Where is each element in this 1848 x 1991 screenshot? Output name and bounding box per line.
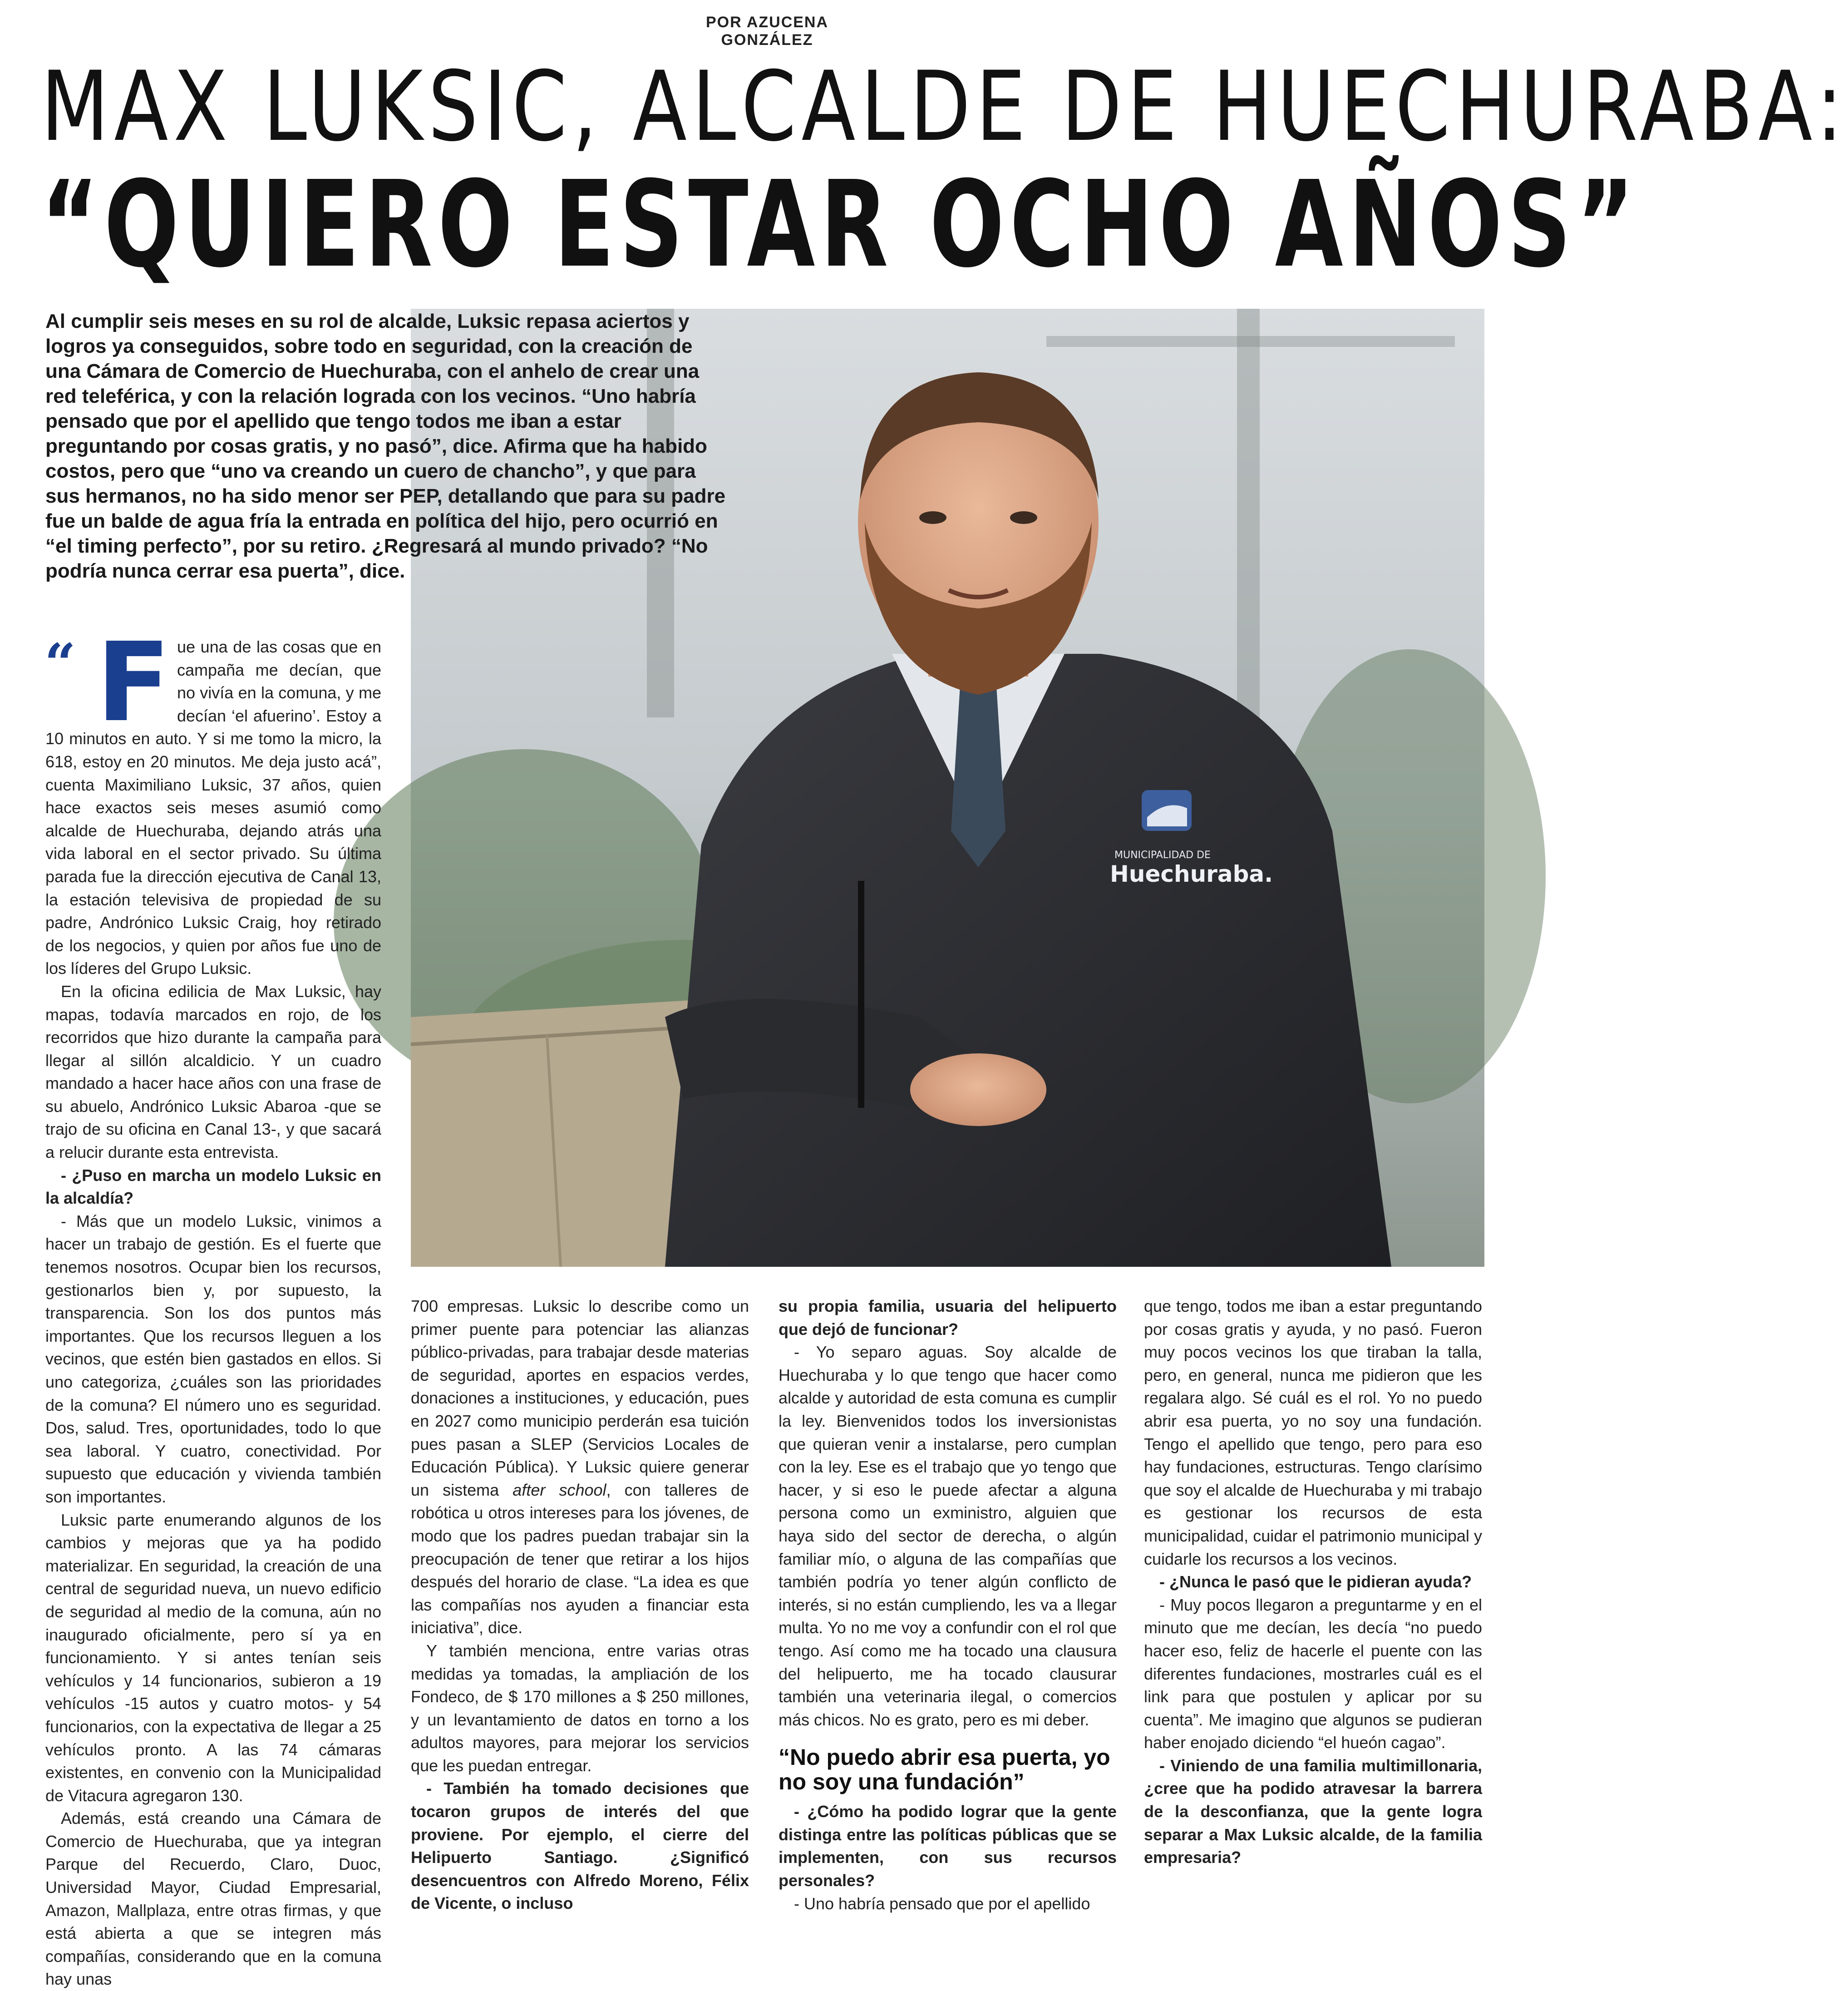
interview-question: - ¿Puso en marcha un modelo Luksic en la alcaldía?: [45, 1166, 381, 1208]
headline-line-2: “QUIERO ESTAR OCHO AÑOS”: [41, 155, 1640, 294]
interview-question: - ¿Cómo ha podido lograr que la gente distinga entre las políticas públicas que se implementen, con sus recursos personales?: [779, 1802, 1117, 1890]
interview-question: - ¿Nunca le pasó que le pidieran ayuda?: [1159, 1572, 1472, 1591]
paragraph: ue una de las cosas que en campaña me decían, que no vivía en la comuna, y me decían ‘el afuerino’. Estoy a 10 minutos en auto. Y si me tomo la micro, la 618, estoy en 20 minutos. Me deja justo acá”, cuenta Maximiliano Luksic, 37 años, quien hace exactos seis meses asumió como alcalde de Huechuraba, dejando atrás una vida laboral en el sector privado. Su última parada fue la dirección ejecutiva de Canal 13, la estación televisiva de propiedad de su padre, Andrónico Luksic Craig, hoy retirado de los negocios, y quien por años fue uno de los líderes del Grupo Luksic.: [45, 637, 381, 978]
paragraph: 700 empresas. Luksic lo describe como un primer puente para potenciar las alianzas público-privadas, para trabajar desde materias de seguridad, aportes en espacios verdes, donaciones a instituciones, y educación, pues en 2027 como municipio perderán esa tuición pues pasan a SLEP (Servicios Locales de Educación Pública). Y Luksic quiere generar un sistema after school, con talleres de robótica u otros intereses para los jóvenes, de modo que los padres puedan trabajar sin la preocupación de tener que retirar a los hijos después del horario de clase. “La idea es que las compañías nos ayuden a financiar esta iniciativa”, dice.: [411, 1297, 749, 1637]
byline: POR AZUCENA GONZÁLEZ: [705, 14, 829, 49]
jacket-logo-line-2: Huechuraba.: [1110, 861, 1273, 887]
article-column-4: [1144, 1295, 1482, 1869]
interview-question: - Viniendo de una familia multimillonaria, ¿cree que ha podido atravesar la barrera de la desconfianza, que la gente logra separar a Max Luksic alcalde, de la familia empresaria?: [1144, 1756, 1482, 1867]
paragraph: Luksic parte enumerando algunos de los cambios y mejoras que ya ha podido materializar. En seguridad, la creación de una central de seguridad nueva, un nuevo edificio de seguridad al medio de la comuna, aún no inaugurado oficialmente, pero sí ya en funcionamiento. Y si antes tenían seis vehículos y 14 funcionarios, subieron a 19 vehículos -15 autos y cuatro motos- y 54 funcionarios, con la expectativa de llegar a 25 vehículos pronto. A las 74 cámaras existentes, en convenio con la Municipalidad de Vitacura agregaron 130.: [45, 1510, 381, 1805]
article-column-2: [411, 1295, 749, 1915]
section-subhead: “No puedo abrir esa puerta, yo no soy una fundación”: [779, 1744, 1110, 1795]
interview-question: - También ha tomado decisiones que tocaron grupos de interés del que proviene. Por ejemplo, el cierre del Helipuerto Santiago. ¿Significó desencuentros con Alfredo Moreno, Félix de Vicente, o incluso: [411, 1779, 749, 1913]
article-column-1: [44, 619, 381, 1991]
interview-question-continued: su propia familia, usuaria del helipuerto que dejó de funcionar?: [779, 1297, 1117, 1339]
paragraph: En la oficina edilicia de Max Luksic, hay mapas, todavía marcados en rojo, de los recorridos que hizo durante la campaña para llegar al sillón alcaldicio. Y un cuadro mandado a hacer hace años con una frase de su abuelo, Andrónico Luksic Abaroa -que se trajo de su oficina en Canal 13-, y que sacará a relucir durante esta entrevista.: [45, 982, 381, 1162]
drop-quote-mark: “: [44, 632, 76, 696]
paragraph: que tengo, todos me iban a estar preguntando por cosas gratis y ayuda, y no pasó. Fueron muy pocos vecinos los que tiraban la talla, pero, en general, nunca me pidieron que les regalara algo. Sé cuál es el rol. Yo no puedo abrir esa puerta, yo no soy una fundación. Tengo el apellido que tengo, pero para eso hay fundaciones, estructuras. Tengo clarísimo que soy el alcalde de Huechuraba y mi trabajo es gestionar los recursos de esta municipalidad, cuidar el patrimonio municipal y cuidarle los recursos a los vecinos.: [1144, 1297, 1482, 1568]
lead-paragraph: Al cumplir seis meses en su rol de alcalde, Luksic repasa aciertos y logros ya conseguidos, sobre todo en seguridad, con la creación de una Cámara de Comercio de Huechuraba, con el anhelo de crear una red teleférica, y con la relación lograda con los vecinos. “Uno habría pensado que por el apellido que tengo todos me iban a estar preguntando por cosas gratis, y no pasó”, dice. Afirma que ha habido costos, pero que “uno va creando un cuero de chancho”, y que para sus hermanos, no ha sido menor ser PEP, detallando que para su padre fue un balde de agua fría la entrada en política del hijo, pero ocurrió en “el timing perfecto”, por su retiro. ¿Regresará al mundo privado? “No podría nunca cerrar esa puerta”, dice.: [45, 310, 726, 582]
paragraph: - Yo separo aguas. Soy alcalde de Huechuraba y lo que tengo que hacer como alcalde y autoridad de esta comuna es cumplir la ley. Bienvenidos todos los inversionistas que quieran venir a instalarse, pero cumplan con la ley. Ese es el trabajo que yo tengo que hacer, y si eso le puede afectar a alguna persona como un exministro, alguien que haya sido del sector de derecha, o algún familiar mío, o alguna de las compañías que también podría yo tener algún conflicto de interés, si no están cumpliendo, les va a llegar multa. Yo no me voy a confundir con el rol que tengo. Así como me ha tocado una clausura del helipuerto, me ha tocado clausurar también una veterinaria ilegal, o comercios más chicos. No es grato, pero es mi deber.: [779, 1343, 1117, 1729]
jacket-logo-line-1: MUNICIPALIDAD DE: [1114, 850, 1211, 861]
article-column-3: [779, 1295, 1117, 1915]
paragraph: - Uno habría pensado que por el apellido: [794, 1894, 1090, 1913]
paragraph: - Más que un modelo Luksic, vinimos a hacer un trabajo de gestión. Es el fuerte que tenemos nosotros. Ocupar bien los recursos, gestionarlos bien y, por supuesto, la transparencia. Son los dos puntos más importantes. Que los recursos lleguen a los vecinos, que estén bien gastados en ellos. Si uno categoriza, ¿cuáles son las prioridades de la comuna? El número uno es seguridad. Dos, salud. Tres, oportunidades, todo lo que sea laboral. Y cuatro, conectividad. Por supuesto que educación y vivienda también son importantes.: [45, 1211, 381, 1506]
paragraph: Y también menciona, entre varias otras medidas ya tomadas, la ampliación de los Fondeco, de $ 170 millones a $ 250 millones, y un levantamiento de datos en torno a los adultos mayores, para mejorar los servicios que les puedan entregar.: [411, 1641, 749, 1775]
drop-cap-letter: F: [96, 619, 171, 746]
paragraph: Además, está creando una Cámara de Comercio de Huechuraba, que ya integran Parque del Recuerdo, Claro, Duoc, Universidad Mayor, Ciudad Empresarial, Amazon, Mallplaza, entre otras firmas, y que está abierta a que se integren más compañías, considerando que en la comuna hay unas: [45, 1809, 381, 1989]
paragraph: - Muy pocos llegaron a preguntarme y en el minuto que me decían, les decía “no puedo hacer eso, feliz de hacerle el puente con las diferentes fundaciones, mostrarles cuál es el link para que postulen y aplicar por su cuenta”. Me imagino que algunos se pudieran haber enojado diciendo “el hueón cagao”.: [1144, 1595, 1482, 1752]
headline-line-1: MAX LUKSIC, ALCALDE DE HUECHURABA:: [41, 50, 1848, 163]
